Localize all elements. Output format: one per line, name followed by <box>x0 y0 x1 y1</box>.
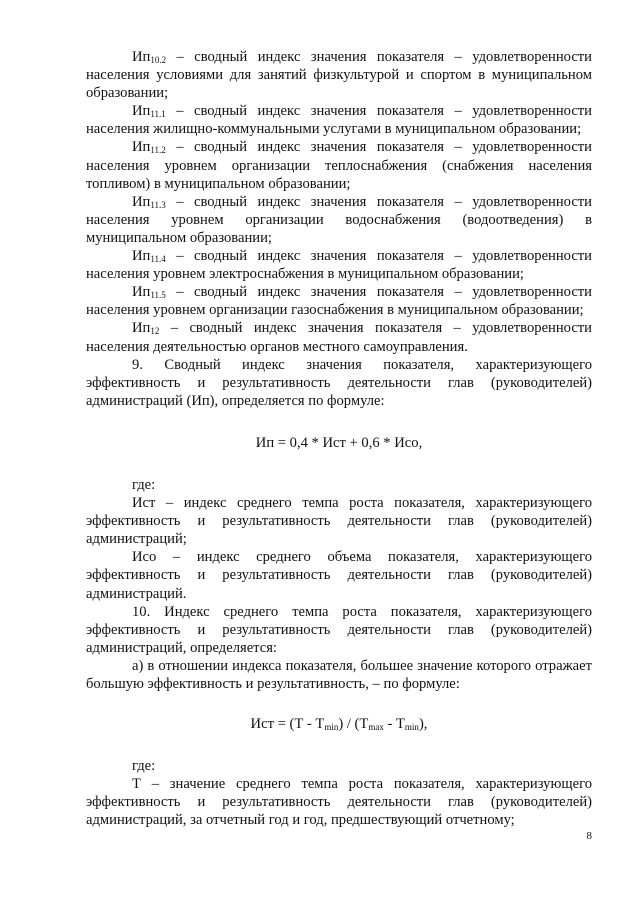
paragraph-ip-12 <box>86 319 592 355</box>
paragraph-text: – сводный индекс значения показателя – удовлетворенности населения уровнем организации водоснабжения (водоотведения) в муниципальном образовании; <box>86 193 592 246</box>
index-subscript: 11.3 <box>150 199 166 210</box>
paragraph-ip-11-4 <box>86 247 592 283</box>
definition-iso: Исо – индекс среднего объема показателя, характеризующего эффективность и результативность деятельности глав (руководителей) администраций. <box>86 549 592 602</box>
paragraph-text: – сводный индекс значения показателя – удовлетворенности населения уровнем электроснабжения в муниципальном образовании; <box>86 248 592 283</box>
clause-9: 9. Сводный индекс значения показателя, характеризующего эффективность и результативность деятельности глав (руководителей) администраций (Ип), определяется по формуле: <box>86 356 592 409</box>
formula-ist <box>86 715 592 733</box>
paragraph-text: – сводный индекс значения показателя – удовлетворенности населения деятельностью органов местного самоуправления. <box>86 320 592 355</box>
index-symbol: Ип <box>132 139 151 156</box>
index-symbol: Ип <box>132 284 151 301</box>
index-symbol: Ип <box>132 248 151 265</box>
paragraph-text: – сводный индекс значения показателя – удовлетворенности населения уровнем организации теплоснабжения (снабжения населения топливом) в муниципальном образовании; <box>86 139 592 192</box>
clause-10-a: а) в отношении индекса показателя, большее значение которого отражает большую эффективность и результативность, – по формуле: <box>86 657 592 692</box>
index-subscript: 11.1 <box>150 109 166 120</box>
index-subscript: 11.5 <box>150 290 166 301</box>
formula-part: ) / (Т <box>338 716 369 733</box>
page-number: 8 <box>586 830 592 842</box>
where-label: где: <box>132 758 156 775</box>
formula-ip: Ип = 0,4 * Ист + 0,6 * Исо, <box>255 434 423 451</box>
page-content <box>86 48 592 830</box>
index-subscript: 12 <box>150 326 160 337</box>
definition-ist: Ист – индекс среднего темпа роста показателя, характеризующего эффективность и результативность деятельности глав (руководителей) администраций; <box>86 495 592 548</box>
paragraph-text: – сводный индекс значения показателя – удовлетворенности населения жилищно-коммунальными услугами в муниципальном образовании; <box>86 103 592 138</box>
index-symbol: Ип <box>132 103 151 120</box>
paragraph-text: – сводный индекс значения показателя – удовлетворенности населения условиями для занятий физкультурой и спортом в муниципальном образовании; <box>86 49 592 102</box>
paragraph-ip-11-1 <box>86 102 592 138</box>
definition-t: Т – значение среднего темпа роста показателя, характеризующего эффективность и результативность деятельности глав (руководителей) администраций, за отчетный год и год, предшествующий отчетному; <box>86 776 592 829</box>
index-subscript: 10.2 <box>150 55 167 65</box>
where-label: где: <box>132 476 156 493</box>
formula-subscript: min <box>404 722 419 733</box>
clause-10: 10. Индекс среднего темпа роста показателя, характеризующего эффективность и результативность деятельности глав (руководителей) администраций, определяется: <box>86 603 592 656</box>
index-subscript: 11.2 <box>150 145 166 156</box>
paragraph-ip-11-3 <box>86 193 592 247</box>
formula-subscript: max <box>368 722 384 733</box>
index-symbol: Ип <box>132 49 151 65</box>
formula-part: - Т <box>383 716 405 733</box>
paragraph-ip-10-2 <box>86 48 592 102</box>
formula-part: ), <box>418 716 428 733</box>
paragraph-text: – сводный индекс значения показателя – удовлетворенности населения уровнем организации газоснабжения в муниципальном образовании; <box>86 284 592 319</box>
index-subscript: 11.4 <box>150 254 166 265</box>
formula-part: Ист = (Т - Т <box>250 716 325 733</box>
paragraph-ip-11-5 <box>86 283 592 319</box>
index-symbol: Ип <box>132 320 151 337</box>
paragraph-ip-11-2 <box>86 138 592 192</box>
index-symbol: Ип <box>132 193 151 210</box>
formula-subscript: min <box>324 722 339 733</box>
